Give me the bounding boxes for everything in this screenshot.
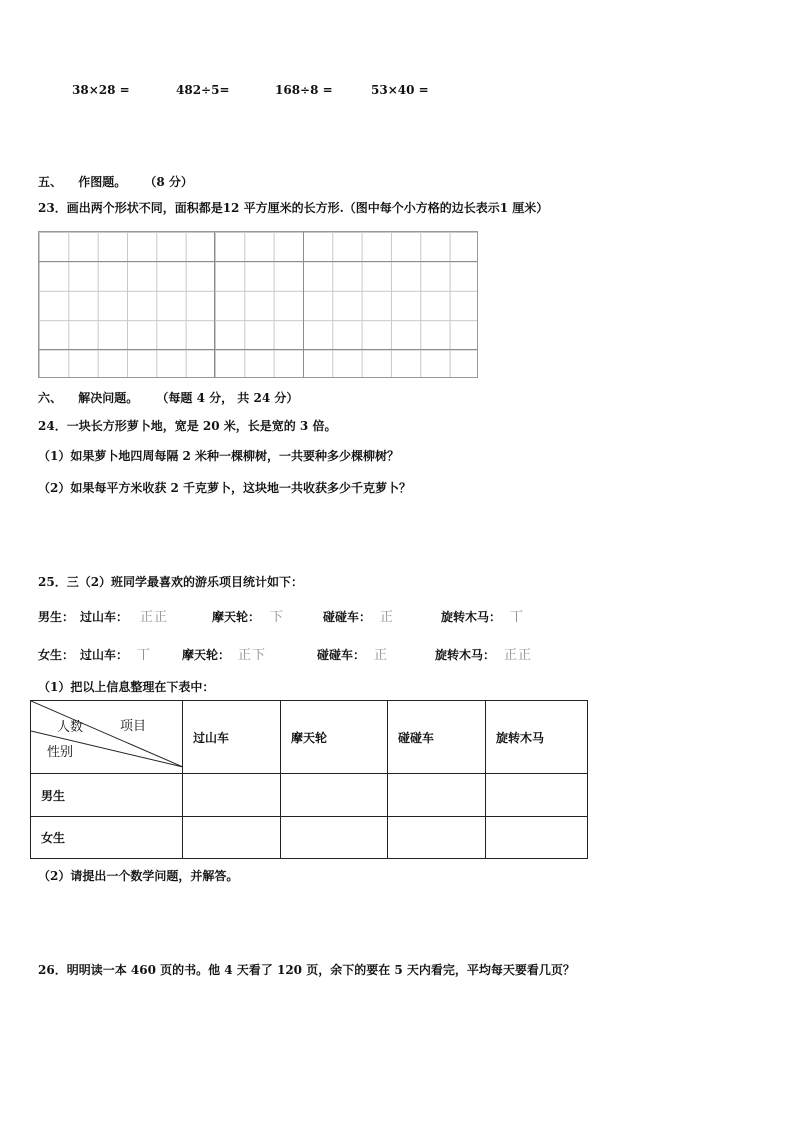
table-row — [31, 774, 588, 817]
section5-heading — [38, 173, 193, 190]
girls-tally: 丅 — [137, 648, 152, 663]
q26-text: 26．明明读一本 460 页的书。他 4 天看了 120 页，余下的要在 5 天内看完，平均每天要看几页？ — [38, 963, 575, 977]
corner-label-people: 人数 — [57, 720, 84, 735]
table-input-cell[interactable] — [183, 817, 281, 859]
section6-number: 六、 — [38, 391, 63, 405]
table-header-cell: 过山车 — [183, 701, 281, 774]
calc-item-4: 53×40 = — [371, 83, 429, 97]
grid-major-line — [39, 261, 477, 262]
table-header-row — [31, 701, 588, 774]
girls-item-name: 碰碰车： — [317, 648, 366, 662]
grid-major-line — [39, 349, 477, 350]
calc-item-2: 482÷5= — [176, 83, 230, 97]
table-row-label: 男生 — [31, 774, 183, 817]
table-header-cell: 摩天轮 — [281, 701, 388, 774]
grid-major-line — [214, 232, 215, 377]
section6-heading — [38, 389, 298, 406]
drawing-grid[interactable] — [38, 231, 478, 378]
girls-tally: 正下 — [238, 648, 267, 663]
section6-title: 解决问题。 — [78, 391, 139, 405]
table-header-cell: 碰碰车 — [388, 701, 486, 774]
calc-item-3: 168÷8 = — [275, 83, 333, 97]
boys-tally: 正正 — [140, 610, 169, 625]
q23-text: 23．画出两个形状不同，面积都是12 平方厘米的长方形.（图中每个小方格的边长表示1 厘米） — [38, 201, 549, 215]
corner-label-gender: 性别 — [47, 745, 74, 760]
girls-tally: 正正 — [504, 648, 533, 663]
q25-sub1: （1）把以上信息整理在下表中： — [38, 680, 215, 694]
table-row-label: 女生 — [31, 817, 183, 859]
boys-item-name: 摩天轮： — [212, 610, 261, 624]
girls-item-name: 摩天轮： — [182, 648, 231, 662]
table-input-cell[interactable] — [486, 817, 588, 859]
statistics-table — [30, 700, 588, 859]
girls-item-name: 过山车： — [80, 648, 129, 662]
boys-tally: 丅 — [510, 610, 525, 625]
q24-sub2: （2）如果每平方米收获 2 千克萝卜，这块地一共收获多少千克萝卜？ — [38, 481, 412, 495]
calc-item-1: 38×28 = — [72, 83, 130, 97]
corner-diagonal-lines — [31, 701, 183, 774]
table-input-cell[interactable] — [486, 774, 588, 817]
table-row — [31, 817, 588, 859]
table-header-cell: 旋转木马 — [486, 701, 588, 774]
table-input-cell[interactable] — [388, 774, 486, 817]
q24-sub1: （1）如果萝卜地四周每隔 2 米种一棵柳树，一共要种多少棵柳树？ — [38, 449, 400, 463]
table-input-cell[interactable] — [281, 774, 388, 817]
girls-tally: 正 — [374, 648, 389, 663]
table-corner-cell — [31, 701, 183, 774]
table-input-cell[interactable] — [281, 817, 388, 859]
table-input-cell[interactable] — [388, 817, 486, 859]
boys-item-name: 过山车： — [80, 610, 129, 624]
section5-score: （8 分） — [144, 175, 193, 189]
boys-tally: 正 — [380, 610, 395, 625]
girls-label: 女生： — [38, 648, 75, 662]
corner-label-item: 项目 — [120, 719, 147, 734]
q25-text: 25．三（2）班同学最喜欢的游乐项目统计如下： — [38, 575, 304, 589]
q25-sub2: （2）请提出一个数学问题，并解答。 — [38, 869, 239, 883]
boys-tally: 下 — [270, 610, 285, 625]
section5-number: 五、 — [38, 175, 63, 189]
boys-item-name: 旋转木马： — [441, 610, 502, 624]
q24-text: 24．一块长方形萝卜地，宽是 20 米，长是宽的 3 倍。 — [38, 419, 337, 433]
boys-item-name: 碰碰车： — [323, 610, 372, 624]
boys-label: 男生： — [38, 610, 75, 624]
table-input-cell[interactable] — [183, 774, 281, 817]
section6-score: （每题 4 分， 共 24 分） — [156, 391, 299, 405]
section5-title: 作图题。 — [78, 175, 127, 189]
girls-item-name: 旋转木马： — [435, 648, 496, 662]
grid-major-line — [303, 232, 304, 377]
